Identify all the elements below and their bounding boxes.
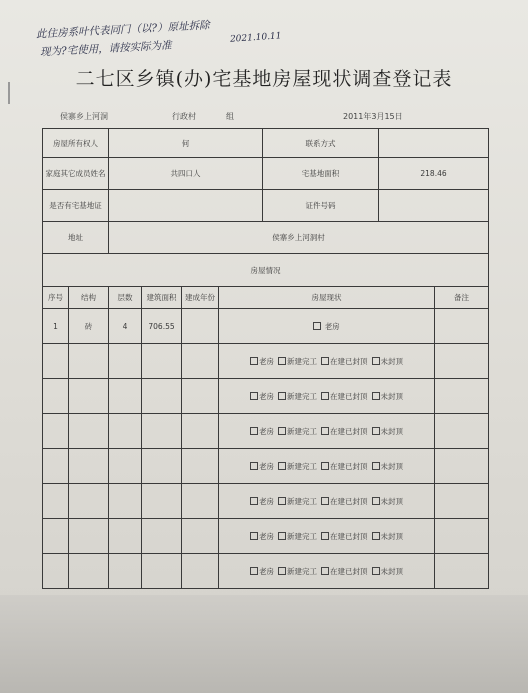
status-options [219, 379, 435, 414]
checkbox [321, 392, 329, 400]
checkbox [372, 532, 380, 540]
status-options [219, 449, 435, 484]
table-row [43, 554, 489, 589]
status-option-label: 新建完工 [287, 496, 317, 506]
status-option-label: 在建已封顶 [330, 356, 368, 366]
status-option [278, 531, 317, 542]
status-option [250, 496, 274, 507]
checkbox [321, 532, 329, 540]
status-option [321, 531, 368, 542]
checkbox [250, 532, 258, 540]
status-option-label: 未封顶 [380, 356, 403, 366]
row1-floors: 4 [109, 309, 142, 344]
status-options [219, 484, 435, 519]
handwritten-note-line-1: 此住房系叶代表同门（以?）原址拆除 [35, 19, 210, 41]
checkbox [372, 497, 380, 505]
status-option [321, 461, 368, 472]
table-row [43, 484, 489, 519]
status-option [372, 391, 404, 402]
row1-structure: 砖 [69, 309, 109, 344]
status-option-label: 新建完工 [287, 356, 317, 366]
handwritten-date: 2021.10.11 [229, 31, 282, 45]
checkbox [278, 497, 286, 505]
status-option [372, 566, 404, 577]
header-location: 侯寨乡上河洞 [60, 112, 108, 121]
status-option-label: 在建已封顶 [330, 496, 368, 506]
status-old-label: 老房 [324, 321, 340, 331]
section-house-info: 房屋情况 [43, 254, 489, 287]
table-row [43, 344, 489, 379]
status-option [372, 356, 404, 367]
status-option [250, 566, 274, 577]
checkbox [321, 462, 329, 470]
status-option-label: 老房 [259, 566, 274, 576]
status-option [278, 566, 317, 577]
address-label: 地址 [43, 222, 109, 254]
status-option [321, 391, 368, 402]
status-option-label: 未封顶 [380, 391, 403, 401]
status-option [250, 531, 274, 542]
checkbox [250, 567, 258, 575]
other-house-label: 是否有宅基地证 [43, 190, 109, 222]
members-label: 家庭其它成员姓名 [43, 158, 109, 190]
table-row [43, 449, 489, 484]
certificate-label: 证件号码 [263, 190, 379, 222]
checkbox [250, 357, 258, 365]
status-option [321, 566, 368, 577]
status-option-label: 在建已封顶 [330, 566, 368, 576]
status-option-label: 未封顶 [380, 531, 403, 541]
row1-status [219, 309, 435, 344]
col-header-status: 房屋现状 [219, 287, 435, 309]
checkbox [250, 462, 258, 470]
status-option-label: 新建完工 [287, 566, 317, 576]
status-option-label: 老房 [259, 426, 274, 436]
table-row [43, 414, 489, 449]
row1-year [182, 309, 219, 344]
checkbox [372, 427, 380, 435]
status-option [321, 356, 368, 367]
checkbox [278, 427, 286, 435]
status-option-label: 未封顶 [380, 461, 403, 471]
col-header-year: 建成年份 [182, 287, 219, 309]
status-option-label: 新建完工 [287, 391, 317, 401]
status-option [250, 426, 274, 437]
checkbox [278, 532, 286, 540]
status-option-label: 在建已封顶 [330, 531, 368, 541]
status-option-label: 老房 [259, 391, 274, 401]
status-option [372, 496, 404, 507]
row1-no: 1 [43, 309, 69, 344]
checkbox [321, 357, 329, 365]
status-option [321, 496, 368, 507]
members-value: 共四口人 [109, 158, 263, 190]
checkbox [278, 357, 286, 365]
status-option-label: 未封顶 [380, 496, 403, 506]
land-area-label: 宅基地面积 [263, 158, 379, 190]
status-options [219, 519, 435, 554]
checkbox [372, 462, 380, 470]
col-header-structure: 结构 [69, 287, 109, 309]
checkbox [372, 392, 380, 400]
header-group: 组 [226, 112, 234, 121]
checkbox [321, 567, 329, 575]
registration-table [42, 128, 489, 589]
other-house-value [109, 190, 263, 222]
row1-area: 706.55 [142, 309, 182, 344]
checkbox [250, 427, 258, 435]
status-options [219, 414, 435, 449]
owner-label: 房屋所有权人 [43, 129, 109, 158]
status-option-label: 老房 [259, 496, 274, 506]
status-option [372, 426, 404, 437]
header-date: 2011年3月15日 [343, 112, 403, 121]
certificate-value [379, 190, 489, 222]
col-header-remarks: 备注 [435, 287, 489, 309]
status-option [372, 461, 404, 472]
checkbox [278, 392, 286, 400]
col-header-area: 建筑面积 [142, 287, 182, 309]
checkbox [250, 497, 258, 505]
status-option-label: 新建完工 [287, 461, 317, 471]
checkbox [250, 392, 258, 400]
status-option [321, 426, 368, 437]
checkbox [313, 322, 321, 330]
checkbox [372, 567, 380, 575]
status-option [278, 356, 317, 367]
status-option-label: 未封顶 [380, 426, 403, 436]
table-row [43, 519, 489, 554]
table-row [43, 309, 489, 344]
status-option [278, 391, 317, 402]
col-header-no: 序号 [43, 287, 69, 309]
status-option [250, 391, 274, 402]
status-option [278, 461, 317, 472]
contact-label: 联系方式 [263, 129, 379, 158]
checkbox [278, 462, 286, 470]
page-shadow [0, 595, 528, 693]
status-option [250, 461, 274, 472]
status-option-label: 在建已封顶 [330, 461, 368, 471]
status-option-label: 老房 [259, 461, 274, 471]
status-options [219, 554, 435, 589]
table-row [43, 379, 489, 414]
status-option-label: 在建已封顶 [330, 391, 368, 401]
status-option-label: 新建完工 [287, 426, 317, 436]
status-option [278, 426, 317, 437]
status-option-label: 老房 [259, 356, 274, 366]
row1-remarks [435, 309, 489, 344]
document-title: 二七区乡镇(办)宅基地房屋现状调查登记表 [75, 68, 453, 90]
checkbox [321, 497, 329, 505]
status-option-label: 在建已封顶 [330, 426, 368, 436]
checkbox [372, 357, 380, 365]
checkbox [321, 427, 329, 435]
status-options [219, 344, 435, 379]
land-area-value: 218.46 [379, 158, 489, 190]
status-option [250, 356, 274, 367]
contact-value [379, 129, 489, 158]
address-value: 侯寨乡上河洞村 [109, 222, 489, 254]
status-option [278, 496, 317, 507]
status-option-label: 新建完工 [287, 531, 317, 541]
status-option-label: 老房 [259, 531, 274, 541]
checkbox [278, 567, 286, 575]
status-option-label: 未封顶 [380, 566, 403, 576]
owner-value: 何 [109, 129, 263, 158]
handwritten-note-line-2: 现为?宅使用，请按实际为准 [39, 39, 172, 59]
header-village: 行政村 [172, 112, 196, 121]
status-option [372, 531, 404, 542]
col-header-floors: 层数 [109, 287, 142, 309]
